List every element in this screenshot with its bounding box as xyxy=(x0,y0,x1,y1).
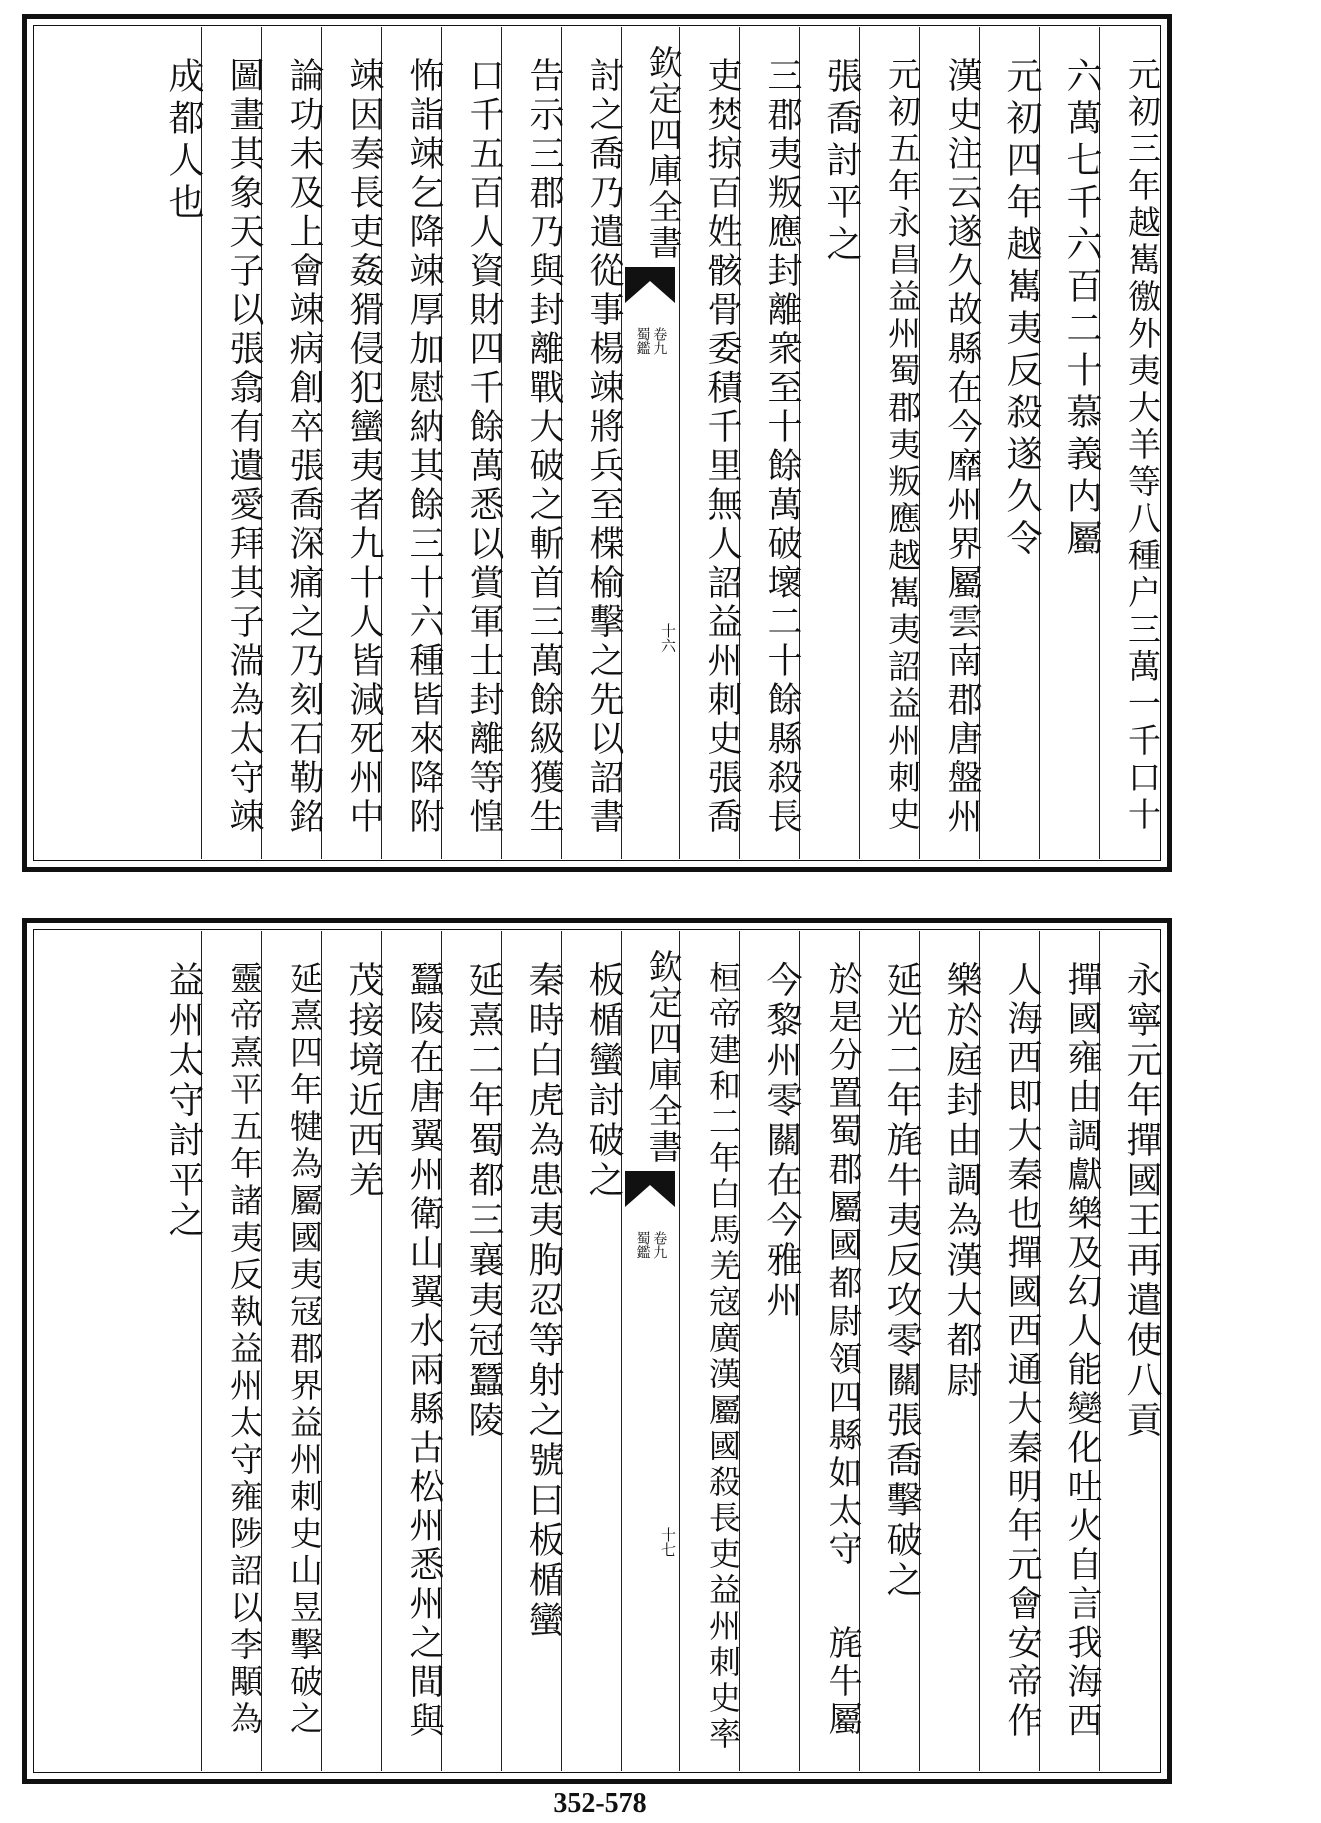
book-title: 欽定四庫全書 xyxy=(642,45,682,261)
text-column: 靈帝熹平五年諸夷反執益州太守雍陟詔以李顒為 xyxy=(201,931,261,1771)
center-margin xyxy=(621,931,682,1771)
text-column: 討之喬乃遣從事楊竦將兵至楪榆擊之先以詔書 xyxy=(561,27,621,859)
text-column: 圖畫其象天子以張翕有遺愛拜其子湍為太守竦 xyxy=(201,27,261,859)
text-column: 茂接境近西羌 xyxy=(321,931,381,1771)
text-column: 竦因奏長吏姦猾侵犯蠻夷者九十人皆減死州中 xyxy=(321,27,381,859)
fish-tail-mark xyxy=(625,267,675,303)
text-column: 今黎州零關在今雅州 xyxy=(739,931,799,1771)
text-column: 延熹二年蜀都三襄夷冠蠶陵 xyxy=(441,931,501,1771)
text-column: 漢史注云遂久故縣在今靡州界屬雲南郡唐盤州 xyxy=(919,27,979,859)
book-title: 欽定四庫全書 xyxy=(642,949,682,1165)
text-column: 口千五百人資財四千餘萬悉以賞軍士封離等惶 xyxy=(441,27,501,859)
text-column: 桓帝建和二年白馬羌寇廣漢屬國殺長吏益州刺史率 xyxy=(679,931,739,1771)
chapter-label: 蜀鑑 卷九 xyxy=(634,327,668,355)
fish-tail-mark xyxy=(625,1171,675,1207)
text-column: 三郡夷叛應封離衆至十餘萬破壞二十餘縣殺長 xyxy=(739,27,799,859)
text-column: 論功未及上會竦病創卒張喬深痛之乃刻石勒銘 xyxy=(261,27,321,859)
text-column: 張喬討平之 xyxy=(799,27,859,859)
text-column: 延熹四年犍為屬國夷冦郡界益州刺史山昱擊破之 xyxy=(261,931,321,1771)
column-grid xyxy=(35,931,1162,1771)
text-column: 秦時白虎為患夷朐忍等射之號曰板楯蠻 xyxy=(501,931,561,1771)
text-column: 樂於庭封由調為漢大都尉 xyxy=(919,931,979,1771)
text-column: 人海西即大秦也撣國西通大秦明年元會安帝作 xyxy=(979,931,1039,1771)
page-bottom xyxy=(22,918,1172,1784)
text-column: 永寧元年撣國王再遣使八貢 xyxy=(1099,931,1159,1771)
chapter-label: 蜀鑑 卷九 xyxy=(634,1231,668,1259)
text-column: 元初五年永昌益州蜀郡夷叛應越嶲夷詔益州刺史 xyxy=(859,27,919,859)
text-column: 延光二年旄牛夷反攻零關張喬擊破之 xyxy=(859,931,919,1771)
column-grid xyxy=(35,27,1162,859)
text-column: 元初四年越嶲夷反殺遂久令 xyxy=(979,27,1039,859)
leaf-number: 十七 xyxy=(659,1527,677,1557)
page-top xyxy=(22,14,1172,872)
text-column: 板楯蠻討破之 xyxy=(561,931,621,1771)
text-column: 告示三郡乃與封離戰大破之斬首三萬餘級獲生 xyxy=(501,27,561,859)
text-column: 撣國雍由調獻樂及幻人能變化吐火自言我海西 xyxy=(1039,931,1099,1771)
page-number: 352-578 xyxy=(553,1788,647,1819)
center-margin xyxy=(621,27,682,859)
text-column: 益州太守討平之 xyxy=(163,961,204,1241)
text-column: 怖詣竦乞降竦厚加慰納其餘三十六種皆來降附 xyxy=(381,27,441,859)
text-column: 成都人也 xyxy=(163,57,204,225)
text-column: 吏焚掠百姓骸骨委積千里無人詔益州刺史張喬 xyxy=(679,27,739,859)
text-column: 元初三年越嶲徼外夷大羊等八種户三萬一千口十 xyxy=(1099,27,1159,859)
text-column: 蠶陵在唐翼州衛山翼水兩縣古松州悉州之間與 xyxy=(381,931,441,1771)
leaf-number: 十六 xyxy=(659,623,677,653)
text-column: 於是分置蜀郡屬國都尉領四縣如太守 旄牛屬 xyxy=(799,931,859,1771)
text-column: 六萬七千六百二十慕義内屬 xyxy=(1039,27,1099,859)
